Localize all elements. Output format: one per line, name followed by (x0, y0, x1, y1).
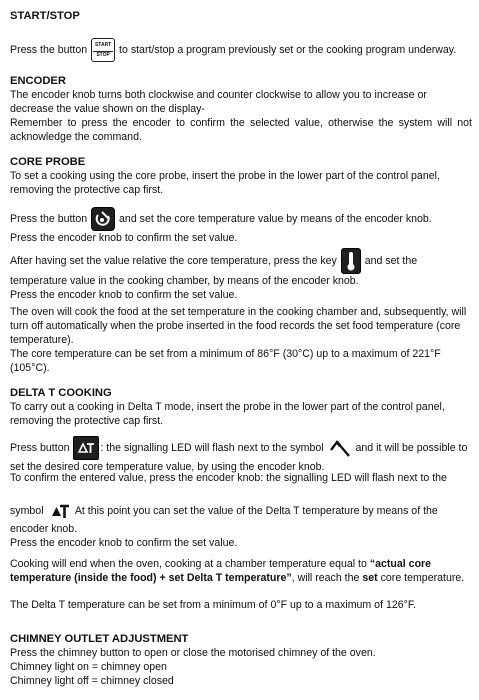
delta-t-paragraph-2: Press button : the signalling LED will flash next to the symbol and it will be possible to set the desired core temperature value, by using the encoder knob. (10, 436, 472, 474)
core-probe-icon (91, 207, 115, 231)
core-probe-paragraph-1: To set a cooking using the core probe, insert the probe in the lower part of the control panel, removing the protective cap first. (10, 170, 440, 196)
delta-t-paragraph-3: To confirm the entered value, press the encoder knob: the signalling LED will flash next to the (10, 472, 447, 484)
core-probe-paragraph-3: After having set the value relative the core temperature, press the key and set the temperature value in the cooking chamber, by means of the encoder knob. Press the encoder knob to confirm the set value. (10, 248, 472, 302)
thermometer-key-icon (341, 248, 361, 274)
core-probe-paragraph-4: The oven will cook the food at the set temperature in the cooking chamber and, subsequently, will turn off automatically when the probe inserted in the food records the set food temperature (core temperature). (10, 306, 467, 346)
chimney-heading: CHIMNEY OUTLET ADJUSTMENT (10, 633, 189, 645)
chimney-paragraph-1: Press the chimney button to open or close the motorised chimney of the oven. (10, 647, 376, 659)
delta-t-paragraph-4: symbol At this point you can set the value of the Delta T temperature by means of the encoder knob. Press the encoder knob to confirm the set value. (10, 500, 472, 550)
delta-t-paragraph-5: Cooking will end when the oven, cooking at a chamber temperature equal to “actual core temperature (inside the food) + set Delta T temperature”, will reach the set core temperature. (10, 558, 465, 584)
delta-t-symbol-icon (48, 500, 72, 522)
delta-t-icon (73, 436, 99, 460)
start-stop-heading: START/STOP (10, 10, 80, 22)
chimney-light-on: Chimney light on = chimney open (10, 661, 167, 673)
core-probe-paragraph-2: Press the button and set the core temperature value by means of the encoder knob. Press the encoder knob to confirm the set value. (10, 207, 472, 245)
chimney-light-off: Chimney light off = chimney closed (10, 675, 174, 687)
core-probe-paragraph-5: The core temperature can be set from a minimum of 86°F (30°C) up to a maximum of 221°F (105°C). (10, 348, 441, 374)
core-probe-symbol-icon (328, 436, 352, 460)
delta-t-heading: DELTA T COOKING (10, 387, 112, 399)
delta-t-paragraph-6: The Delta T temperature can be set from a minimum of 0°F up to a maximum of 126°F. (10, 599, 417, 611)
encoder-paragraph-1: The encoder knob turns both clockwise and counter clockwise to allow you to increase or decrease the value shown on the display- (10, 89, 427, 115)
start-stop-text: Press the button START STOP to start/stop a program previously set or the cooking program underway. (10, 38, 472, 62)
encoder-paragraph-2: Remember to press the encoder to confirm the selected value, otherwise the system will not acknowledge the command. (10, 117, 472, 143)
start-stop-button-icon: START STOP (91, 38, 115, 62)
delta-t-paragraph-1: To carry out a cooking in Delta T mode, insert the probe in the lower part of the control panel, removing the protective cap first. (10, 401, 445, 427)
encoder-heading: ENCODER (10, 75, 66, 87)
core-probe-heading: CORE PROBE (10, 156, 86, 168)
